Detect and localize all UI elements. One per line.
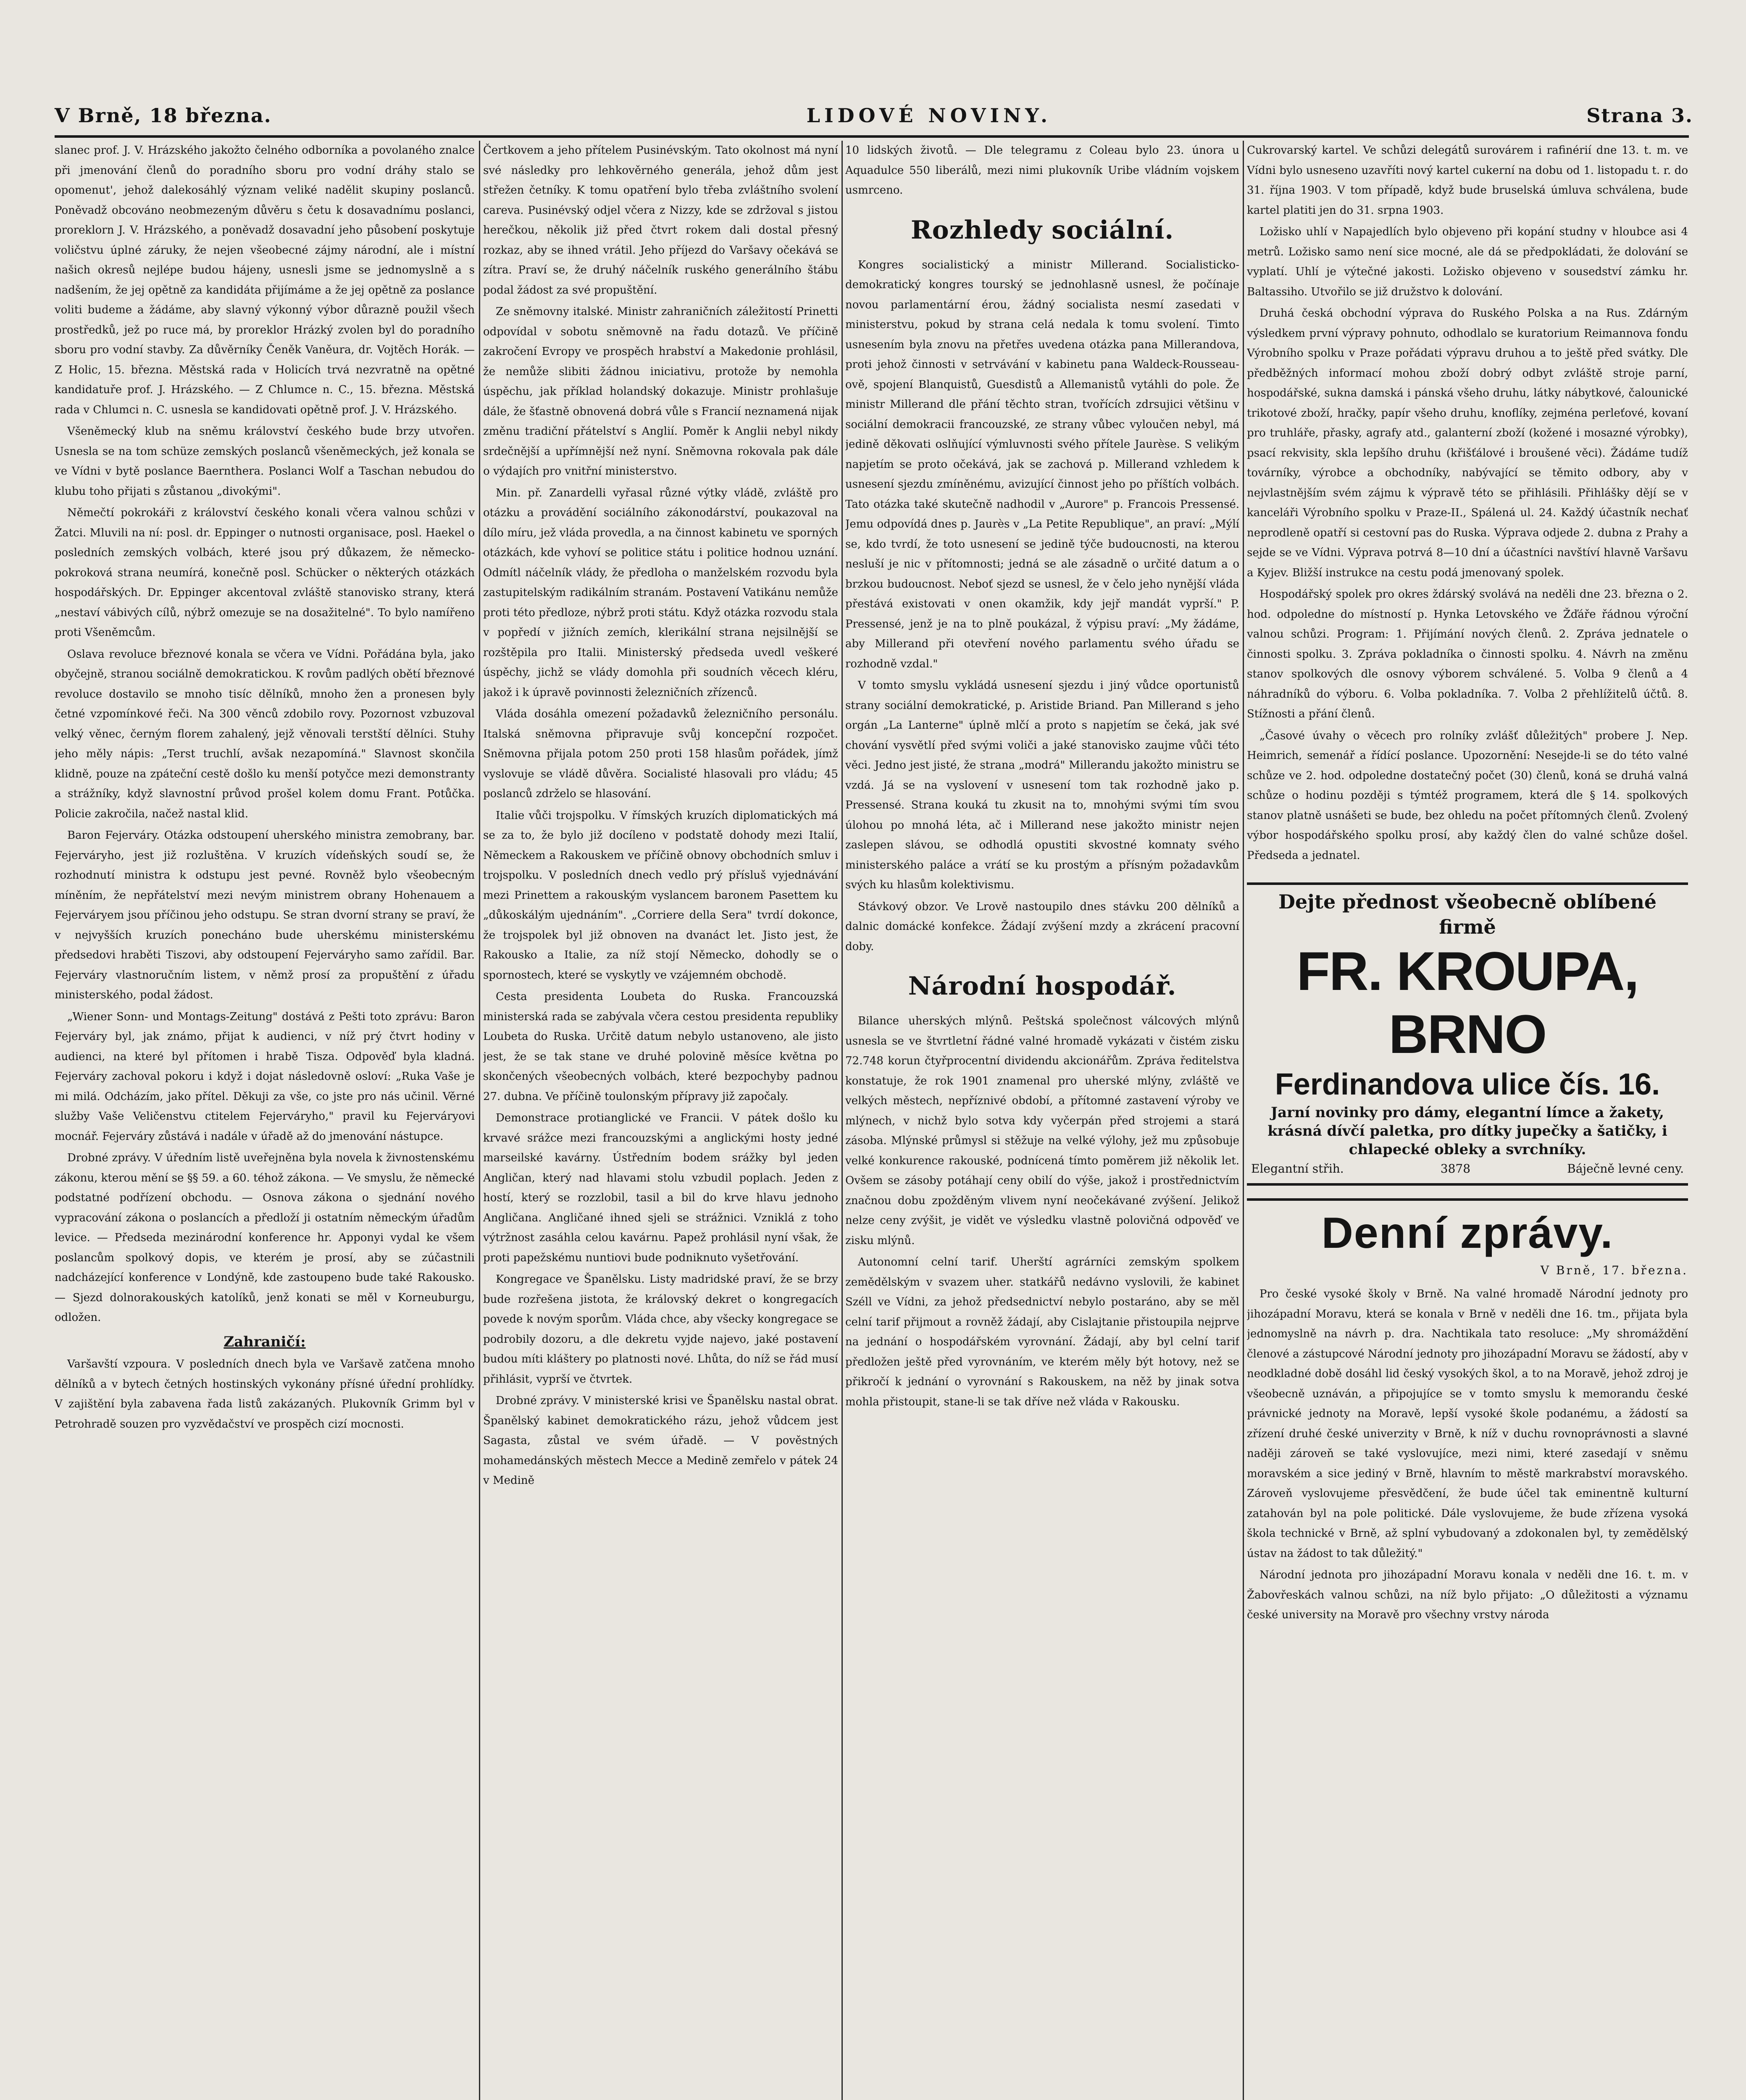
column-divider (841, 141, 843, 2100)
ad-footer-right: Báječně levné ceny. (1567, 1162, 1684, 1176)
article-hrazsky: slanec prof. J. V. Hrázského jakožto čelného odborníka a povolaného znalce při jmenování členů do poradního sboru pro vodní dráhy stalo se opomenut', jehož dalekosáhlý význam veliké nadělit skupiny poslanců. Poněvadž obcováno neobmezeným důvěru s četu k dosavadnímu poslanci, proreklorn J. V. Hrázského, a poněvadž dosavadní jeho působení poskytuje voličstvu úplné záruky, že nejen všeobecné zájmy národní, ale i místní našich okresů nejlépe budou hájeny, usnesli jsme se jednomyslně a s nadšením, že jej opětně za kandidáta přijímáme a že jej opětně za poslance voliti budeme a žádáme, aby slavný výkonný výbor důrazně použil všech prostředků, jež po ruce má, by proreklor Hrázký zvolen byl do poradního sboru pro vodní stavby. Za důvěrníky Čeněk Vaněura, dr. Vojtěch Horák. — Z Holic, 15. března. Městská rada v Holicích trvá nezvratně na opětné kandidatuře prof. J. Hrázského. — Z Chlumce n. C., 15. března. Městská rada v Chlumci n. C. usnesla se kandidovati opětně prof. J. V. Hrázského. (55, 144, 475, 416)
page-number: Strana 3. (1586, 104, 1693, 127)
article-kongres-socialisticky: Kongres socialistický a ministr Millerand. Socialisticko-demokratický kongres tourský se jednohlasně usnesl, že počínaje novou parlamentární érou, žádný socialista nesmí zasedati v ministerstvu, pokud by strana celá nedala k tomu svolení. Timto usnesením byla znovu na přetřes uvedena otázka pana Millerandova, proti jehož činnosti v setrvávání v kabinetu pana Waldeck-Rousseau-ově, spojení Blanquistů, Guesdistů a Allemanistů vytáhli do pole. Že ministr Millerand dle přání těchto stran, tvořících zdrsujici většinu v sociální demokracii francouzské, ze strany vůbec vyloučen nebyl, má jedině děkovati oslňující výmluvnosti svého přítele Jaurèse. S velikým napjetím se proto očekává, jak se zachová p. Millerand vzhledem k usnesení sjezdu zmíněnému, avizující činnost jeho po příštích volbách. Tato otázka také skutečně nadhodil v „Aurore" p. Francois Pressensé. Jemu odpovídá dnes p. Jaurès v „La Petite Republique", an praví: „Mýlí se, kdo tvrdí, že toto usnesení se jedině týče budoucnosti, na kterou nesluší je nic v přítomnosti; jedná se ale zásadně o určité datum a o brzkou budoucnost. Neboť sjezd se usnesl, že v čelo jeho nynější vláda přestává existovati v onen okamžik, kdy jejř mandát vyprší." P. Pressensé, jenž je na to plně poukázal, ž výpisu praví: „My žádáme, aby Millerand při otevření nového parlamentu svého úřadu se rozhodně vzdal." (845, 258, 1239, 670)
article-bilance-mlynu: Bilance uherských mlýnů. Peštská společnost válcových mlýnů usnesla se ve štvrtletní řádné valné hromadě vykázati v čistém zisku 72.748 korun čtyřprocentní dividendu akcionářům. Zpráva ředitelstva konstatuje, že rok 1901 znamenal pro uherské mlýny, zvláště ve velkých městech, nepříznivé období, a přítomné zastavení výroby ve mlýnech, v nichž bylo sotva kdy vyčerpán před strojemi a stará zásoba. Mlýnské průmysl si stěžuje na velké výlohy, jež mu způsobuje velké konkurence rakouské, podnícená tímto poměrem již několik let. Ovšem se zásoby potáhají ceny obilí do výše, jakož i prostřednictvím značnou dobu zpožděným vlivem nyní neočekávané zvýšení. Jelikož nelze ceny zvýšit, je vidět ve výsledku vlastně polovičná odpověď ve zisku mlýnů. (845, 1015, 1239, 1247)
article-certkov: Čertkovem a jeho přítelem Pusinévským. Tato okolnost má nyní své následky pro lehkověrného generála, jehož dům jest střežen četníky. K tomu opatření bylo třeba zvláštního svolení careva. Pusinévský odjel včera z Nizzy, kde se zdržoval s jistou herečkou, několik již před čtvrt rokem dali dostal přesný rozkaz, aby se ihned vrátil. Jeho příjezd do Varšavy očekává se zítra. Praví se, že druhý náčelník ruského generálního štábu podal žádost za své propuštění. (483, 144, 838, 297)
article-drobne-zpravy-2: Drobné zprávy. V ministerské krisi ve Španělsku nastal obrat. Španělský kabinet demokratického rázu, jehož vůdcem jest Sagasta, zůstal ve svém úřadě. — V pověstných mohamedánských městech Mecce a Medině zemřelo v pátek 24 v Medině (483, 1394, 838, 1487)
article-vsenemecky-klub: Všeněmecký klub na sněmu království českého bude brzy utvořen. Usnesla se na tom schüze zemských poslanců všeněmeckých, jež konala se ve Vídni v bytě poslance Baernthera. Poslanci Wolf a Taschan nebudou do klubu toho přijati s zůstanou „divokými". (55, 425, 475, 498)
masthead-date: V Brně, 18 března. (55, 104, 272, 127)
article-cesta-loubeta: Cesta presidenta Loubeta do Ruska. Francouzská ministerská rada se zabývala včera cestou presidenta republiky Loubeta do Ruska. Určitě datum nebylo ustanoveno, ale jisto jest, že se tak stane ve druhé polovině měsíce května po skončených všeobecných volbách, které bezpochyby padnou 27. dubna. Ve příčině toulonským přípravy již započaly. (483, 990, 838, 1103)
column-divider (1243, 141, 1244, 2100)
column-1 (55, 141, 475, 2100)
article-snemovna-italska: Ze sněmovny italské. Ministr zahraničních záležitostí Prinetti odpovídal v sobotu sněmovně na řadu dotazů. Ve příčině zakročení Evropy ve prospěch hrabství a Makedonie prohlásil, že nemůže slibiti žádnou iniciativu, protože by nemohla úspěchu, jak příklad holandský dokazuje. Ministr prohlašuje dále, že šťastně obnovená dobrá vůle s Francií neznamená nijak změnu tradiční přátelství s Anglií. Poměr k Anglii nebyl nikdy srdečnější a upřímnější než nyní. Sněmovna rokovala pak dále o výdajích pro vnitřní ministerstvo. (483, 305, 838, 478)
masthead (55, 97, 1693, 134)
article-demonstrace: Demonstrace protianglické ve Francii. V pátek došlo ku krvavé srážce mezi francouzskými a anglickými hosty jedné marseilské kavárny. Ústředním bodem srážky byl jeden Angličan, který nad hlavami stolu vzbudil poplach. Jeden z hostí, který se rozzlobil, tasil a bil do krve hlavu jednoho Angličana. Angličané ihned sjeli se strážnici. Vzniklá z toho výtržnost zasáhla celou kavárnu. Papež prohlásil nyní však, že proti papežskému nuntiovi bude podniknuto vyšetřování. (483, 1112, 838, 1264)
article-hospodarsky-spolek: Hospodářský spolek pro okres ždárský svolává na neděli dne 23. března o 2. hod. odpoledne do místností p. Hynka Letovského ve Žďáře řádnou výroční valnou schůzi. Program: 1. Přijímání nových členů. 2. Zpráva jednatele o činnosti spolku. 3. Zpráva pokladníka o činnosti spolku. 4. Návrh na změnu stanov spolkových dle osnovy výborem schválené. 5. Volba 9 členů a 4 náhradníků do výboru. 6. Volba pokladníka. 7. Volba 2 přehlížitelů účtů. 8. Stížnosti a přání členů. (1247, 588, 1688, 720)
article-cukrovarsky-kartel: Cukrovarský kartel. Ve schůzi delegátů surovárem i rafinérií dne 13. t. m. ve Vídni bylo usneseno uzavříti nový kartel cukerní na dobu od 1. listopadu t. r. do 31. října 1903. V tom případě, když bude bruselská úmluva schválena, bude kartel platiti jen do 31. srpna 1903. (1247, 144, 1688, 217)
article-celni-tarif: Autonomní celní tarif. Uherští agrárníci zemským spolkem zemědělským v svazem uher. statkářů nedávno vyslovili, že kabinet Széll ve Vídni, za jehož předsednictví nebylo postaráno, aby se měl celní tarif přijmout a rovněž žádají, aby Cislajtanie přistoupila nejprve na jednání o hospodářském vyrovnání. Žádají, aby byl celní tarif předložen ještě před vyrovnáním, ve kterém měly být hotovy, než se přikročí k jednání o vyrovnání s Rakouskem, na něž by jinak sotva mohla přistoupit, stane-li se tak dříve než vláda v Rakousku. (845, 1256, 1239, 1408)
article-varsavsti: Varšavští vzpoura. V posledních dnech byla ve Varšavě zatčena mnoho dělníků a v bytech četných hostinských vykonány přísné úřední prohlídky. V zajištění byla zabavena řada listů zakázaných. Plukovník Grimm byl v Petrohradě souzen pro vyzvědačství ve prospěch cizí mocnosti. (55, 1358, 475, 1431)
article-narodni-jednota: Národní jednota pro jihozápadní Moravu konala v neděli dne 16. t. m. v Žabovřeskách valnou schůzi, na níž bylo přijato: „O důležitosti a významu české university na Moravě pro všechny vrstvy národa (1247, 1569, 1688, 1621)
article-coleau: 10 lidských životů. — Dle telegramu z Coleau bylo 23. února u Aquadulce 550 liberálů, mezi nimi plukovník Uribe vládním vojskem usmrceno. (845, 144, 1239, 197)
column-divider (479, 141, 480, 2100)
article-kongregace: Kongregace ve Španělsku. Listy madridské praví, že se brzy bude rozřešena jistota, že královský dekret o kongregacích povede k novým sporům. Vláda chce, aby všecky kongregace se podrobily dozoru, a dle dekretu vyjde najevo, jaké postavení budou míti kláštery po platnosti nové. Lhůta, do níž se řád musí přihlásit, vyprší ve čtvrtek. (483, 1273, 838, 1386)
article-drobne-zpravy: Drobné zprávy. V úředním listě uveřejněna byla novela k živnostenskému zákonu, kterou mění se §§ 59. a 60. téhož zákona. — Ve smyslu, že německé podstatné podřízení obchodu. — Osnova zákona o sjednání nového vypracování zákona o poslancích a předloží ji ostatním německým úřadům levice. — Předseda mezinárodní konference hr. Apponyi vydal ke všem poslancům spolkový dopis, ve kterém je prosí, aby se zúčastnili nadcházející konference v Londýně, kde zastoupeno bude také Rakousko. — Sjezd dolnorakouských katolíků, jenž konati se měl v Korneuburgu, odložen. (55, 1152, 475, 1324)
article-wiener-zeitung: „Wiener Sonn- und Montags-Zeitung" dostává z Pešti toto zprávu: Baron Fejerváry byl, jak známo, přijat k audienci, v níž prý čtvrt hodiny v audienci, na které byl přítomen i hrabě Tisza. Odpověď byla kladná. Fejerváry zachoval pokoru i když i dojat následovně osloví: „Ruka Vaše je mi milá. Odcházím, jako přítel. Děkuji za vše, co jste pro nás učinil. Věrné služby Vaše Veličenstvu ctitelem Fejerváryho," pravil ku Fejerváryovi mocnář. Fejerváry zůstává i nadále v úřadě až do jmenování nástupce. (55, 1010, 475, 1143)
ad-footer (1247, 1159, 1688, 1179)
column-4 (1247, 141, 1688, 2100)
article-nemecti-pokrokari: Němečtí pokrokáři z království českého konali včera valnou schůzi v Žatci. Mluvili na ní: posl. dr. Eppinger o nutnosti organisace, posl. Haekel o posledních zemských volbách, které jsou prý důkazem, že německo-pokroková strana neumírá, konečně posl. Schücker o některých otázkách hospodářských. Dr. Eppinger akcentoval zvláště stanovisko strany, která „nestaví vábivých cílů, nýbrž omezuje se na dosažitelné". To bylo namířeno proti Všeněmcům. (55, 507, 475, 639)
section-heading-denni-zpravy: Denní zprávy. (1247, 1198, 1688, 1260)
ad-brand: FR. KROUPA, BRNO (1296, 940, 1638, 1065)
article-stavkovy-obzor: Stávkový obzor. Ve Lrově nastoupilo dnes stávku 200 dělníků a dalnic domácké konfekce. Žádají zvýšení mzdy a zkrácení pracovní doby. (845, 900, 1239, 953)
article-obchodni-vyprava: Druhá česká obchodní výprava do Ruského Polska a na Rus. Zdárným výsledkem první výpravy pohnuto, odhodlalo se kuratorium Reimannova fondu Výrobního spolku v Praze pořádati výpravu druhou a to ještě před svátky. Dle předběžných informací mohou zboží dobrý odbyt zvláště stroje parní, hospodářské, sukna damská i pánská všeho druhu, látky nábytkové, čalounické trikotové zboží, hračky, papír všeho druhu, knoflíky, zejména perleťové, kovaní pro truhláře, přasky, agrafy atd., galanterní zboží (kožené i mosazné výrobky), psací rekvisity, skla lepšího druhu (křišťálové i broušené věci). Žádáme tudíž továrníky, výrobce a obchodníky, nabývající se těmito odbory, aby v nejvlastnějším svém zájmu k výpravě této se přihlásili. Přihlášky dějí se v kanceláři Výrobního spolku v Praze-II., Spálená ul. 24. Každý účastník nechať neprodleně opatří si cestovní pas do Ruska. Výprava odjede 2. dubna z Prahy a sejde se ve Vídni. Výprava potrvá 8—10 dní a účastníci navštíví hlavně Varšavu a Kyjev. Bližší instrukce na cestu podá jmenovaný spolek. (1247, 307, 1688, 579)
section-heading-zahranici: Zahraničí: (224, 1333, 306, 1350)
ad-address: Ferdinandova ulice čís. 16. (1275, 1068, 1660, 1101)
article-zanardelli: Min. př. Zanardelli vyřasal různé výtky vládě, zvláště pro otázku a provádění sociálního zákonodárství, poukazoval na dílo míru, jež vláda provedla, a na činnost kabinetu ve sporných otázkách, kde vyhoví se politice státu i politice hodnou uznání. Odmítl náčelník vlády, že předloha o manželském rozvodu byla zastupitelským radikálním stranám. Postavení Vatikánu nemůže proti této předloze, nýbrž proti státu. Když otázka rozvodu stala v popředí v jižních zemích, klerikální strana nejsilnější se rozštěpila pro Italii. Ministerský předseda uvedl veškeré úspěchy, jichž se vlády domohla při soudních věcech kléru, jakož i k úpravě povinnosti železničních zřízenců. (483, 486, 838, 699)
header-rule (55, 135, 1689, 138)
ad-code: 3878 (1440, 1162, 1471, 1176)
ad-line-1: Dejte přednost všeobecně oblíbené firmě (1278, 890, 1657, 938)
article-vlada-personal: Vláda dosáhla omezení požadavků železničního personálu. Italská sněmovna připravuje svůj koncepční rozpočet. Sněmovna přijala potom 250 proti 158 hlasům pořádek, jímž vyslovuje se vládě důvěra. Socialisté hlasovali pro vládu; 45 poslanců zdrželo se hlasování. (483, 708, 838, 800)
newspaper-title: LIDOVÉ NOVINY. (806, 104, 1052, 127)
ad-footer-left: Elegantní střih. (1251, 1162, 1344, 1176)
article-casove-uvahy: „Časové úvahy o věcech pro rolníky zvlášť důležitých" probere J. Nep. Heimrich, semenář a řídící poslance. Upozornění: Nesejde-li se do této valné schůze ve 2. hod. odpoledne dostatečný počet (30) členů, koná se druhá valná schůze o hodinu později s týmtéž programem, která dle § 14. spolkových stanov platně usnášeti se bude, bez ohledu na počet přítomných členů. Zvolený výbor hospodářského spolku prosí, aby každý člen do valné schůze došel. Předseda a jednatel. (1247, 729, 1688, 862)
article-italie-trojspolek: Italie vůči trojspolku. V římských kruzích diplomatických má se za to, že bylo již docíleno v podstatě dohody mezi Italií, Německem a Rakouskem ve příčině obnovy obchodních smluv i trojspolku. V posledních dnech vedlo prý přísluš vyjednávání mezi Prinettem a rakouským vyslancem baronem Pasettem ku „důkoskálým ujednáním". „Corriere della Sera" tvrdí dokonce, že trojspolek byl již obnoven na dvanáct let. Jisto jest, že Rakousko a Italie, za níž stojí Německo, dohodly se o spornostech, které se vyskytly ve vzájemném obchodě. (483, 809, 838, 982)
dateline: V Brně, 17. března. (1540, 1263, 1688, 1277)
advertisement-kroupa (1247, 882, 1688, 1186)
article-vysoke-skoly: Pro české vysoké školy v Brně. Na valné hromadě Národní jednoty pro jihozápadní Moravu, která se konala v Brně v neděli dne 16. tm., přijata byla jednomyslně na návrh p. dra. Nachtikala tato resoluce: „My shromáždění členové a zástupcové Národní jednoty pro jihozápadní Moravu se žádostí, aby v neodkladné době dosáhl lid český vysokých škol, a to na Moravě, jehož zdroj je všeobecně uznáván, a připojujíce se v tomto smyslu k memorandu české právnické jednoty na Moravě, lepší vysoké škole podanému, a žádostí sa zřízení druhé české univerzity v Brně, k níž v duchu rovnoprávnosti a slavné naději zároveň se také vyslovujíce, mezi nimi, které zasedají v sněmu moravském a sice jediný v Brně, hlavním to městě markrabství moravského. Zároveň vyslovujeme přesvědčení, že bude účel tak eminentně kulturní zatahován byl na pole politické. Dále vyslovujeme, že bude zřízena vysoká škola technické v Brně, až splní vybudovaný a zdokonalen byl, ty zemědělský ústav na žádost to tak důležitý." (1247, 1288, 1688, 1560)
article-millerand: V tomto smyslu vykládá usnesení sjezdu i jiný vůdce oportunistů strany sociální demokratické, p. Aristide Briand. Pan Millerand s jeho orgán „La Lanterne" úplně mlčí a proto s napjetím se čeká, jak své chování vysvětlí před svými voliči a jaké stanovisko zaujme vůči této věci. Jedno jest jisté, že strana „modrá" Millerandu jakožto ministru se vzdá. Já se na vyslovení v usnesení tom tak rozhodně jako p. Pressensé. Strana kouká tu zkusit na to, mnohými svými tím svou úlohou po mnohá léta, ač i Millerand nese jakožto ministr nejen zaslepen slávou, se odhodlá opustiti skvostné komnaty svého ministerského paláce a vrátí se ku prostým a přísným požadavkům svých ku hlasům kolektivismu. (845, 679, 1239, 891)
article-oslava-revoluce: Oslava revoluce březnové konala se včera ve Vídni. Pořádána byla, jako obyčejně, stranou sociálně demokratickou. K rovům padlých obětí březnové revoluce dostavilo se mnoho tisíc dělníků, mnoho žen a pronesen byly četné vzpomínkové řeči. Na 300 věnců zdobilo rovy. Pozornost vzbuzoval velký věnec, černým florem zahalený, jejž věnovali terstští dělníci. Stuhy jeho měly nápis: „Terst truchlí, avšak nezapomíná." Slavnost skončila klidně, pouze na zpáteční cestě došlo ku menší potyčce mezi demonstranty a strážníky, když slavnostní průvod prošel kolem domu Frant. Potůčka. Policie zakročila, načež nastal klid. (55, 648, 475, 820)
article-lozisko-uhli: Ložisko uhlí v Napajedlích bylo objeveno při kopání studny v hloubce asi 4 metrů. Ložisko samo není sice mocné, ale dá se předpokládati, že dolování se vyplatí. Uhlí je výtečné jakosti. Ložisko objeveno v sousedství zámku hr. Baltassiho. Utvořilo se již družstvo k dolování. (1247, 226, 1688, 298)
column-2 (483, 141, 838, 2100)
section-heading-narodni-hospodar: Národní hospodář. (908, 971, 1177, 1001)
section-heading-rozhledy: Rozhledy sociální. (910, 215, 1174, 245)
column-3 (845, 141, 1239, 2100)
ad-description: Jarní novinky pro dámy, elegantní límce a žakety, krásná dívčí paletka, pro dítky jupečky a šatičky, i chlapecké obleky a svrchníky. (1267, 1104, 1667, 1158)
article-baron-fejervary: Baron Fejerváry. Otázka odstoupení uherského ministra zemobrany, bar. Fejerváryho, jest již rozluštěna. V kruzích vídeňských soudí se, že rozhodnutí ministra k odstupu jest pevné. Rovněž bylo všeobecným míněním, že nepřátelství mezi nevým ministrem obrany Hohenauem a Fejerváryem jsou příčinou jeho odstupu. Se stran dvorní strany se praví, že v nejvyšších kruzích ponecháno bude uherskému ministerskému předsedovi hraběti Tiszovi, aby odstoupení Fejerváryho samo zařídil. Bar. Fejerváry vlastnoručním listem, v němž prosí za propuštění z úřadu ministerského, podal žádost. (55, 829, 475, 1001)
